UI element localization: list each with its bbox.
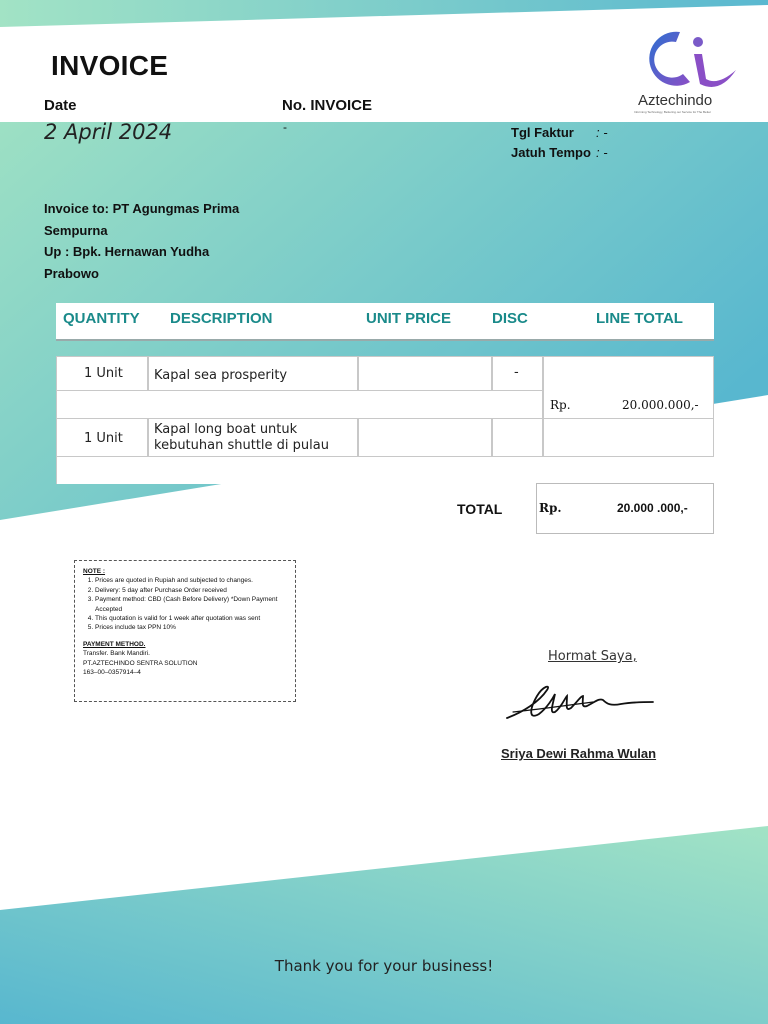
total-value: 20.000 .000,- [617,501,688,515]
table-cell-qty [56,356,148,391]
closing-greeting: Hormat Saya, [548,649,637,664]
table-cell-description [148,418,358,457]
table-cell-qty [56,418,148,457]
table-spacer-row [56,457,714,484]
column-header-disc: DISC [492,310,528,327]
recipient-line: Up : Bpk. Hernawan Yudha [44,244,210,259]
note-heading: NOTE : [83,568,106,575]
recipient-line: Sempurna [44,222,108,238]
table-cell-unit-price [358,356,492,391]
logo-tagline: Informing Technology, Bettering our Service for The Better [634,110,712,114]
invoice-number-label: No. INVOICE [282,97,373,114]
invoice-number-value: - [283,120,287,134]
row-quantity: 1 Unit [84,431,123,446]
recipient-line: Prabowo [44,265,99,281]
note-item: 4. This quotation is valid for 1 week after quotation was sent [95,614,287,623]
column-header-line-total: LINE TOTAL [596,310,683,327]
logo-name: Aztechindo [638,92,713,109]
table-cell-description [148,356,358,391]
row-description: kebutuhan shuttle di pulau [154,438,329,453]
payment-method-heading: PAYMENT METHOD. [83,640,146,648]
table-spacer-row [56,391,543,418]
row-description: Kapal long boat untuk [154,422,298,437]
invoice-recipient [44,198,284,284]
table-cell-line-total [543,418,714,457]
note-item: 5. Prices include tax PPN 10% [95,623,287,632]
total-label: TOTAL [457,501,503,517]
payment-line: 163–00–0357914–4 [83,669,141,677]
note-item: 3. Payment method: CBD (Cash Before Delivery) *Down Payment Accepted [95,595,287,614]
date-label: Date [44,97,77,114]
date-value: 2 April 2024 [44,120,173,144]
line-total-value: 20.000.000,- [622,398,699,412]
payment-line: Transfer. Bank Mandiri. [83,650,150,658]
note-item: 2. Delivery: 5 day after Purchase Order received [95,586,287,595]
row-disc: - [514,365,519,380]
row-quantity: 1 Unit [84,366,123,381]
recipient-line: Invoice to: PT Agungmas Prima [44,201,240,216]
note-box [74,560,296,702]
table-cell-disc [492,418,543,457]
column-header-unit-price: UNIT PRICE [366,310,452,327]
line-total-currency: Rp. [550,398,571,412]
row-description: Kapal sea prosperity [154,368,288,383]
table-header [56,303,714,341]
aztechindo-logo-icon [628,24,742,94]
signer-name: Sriya Dewi Rahma Wulan [501,746,657,761]
note-list [83,576,287,632]
note-item: 1. Prices are quoted in Rupiah and subjected to changes. [95,576,287,585]
table-cell-disc [492,356,543,391]
jatuh-tempo-value: : - [596,145,608,160]
invoice-title: INVOICE [51,50,169,81]
items-table [56,356,714,484]
signature-image [503,682,659,726]
total-box [536,483,714,534]
jatuh-tempo-label: Jatuh Tempo [511,145,591,160]
total-currency: Rp. [539,501,562,515]
footer-thanks: Thank you for your business! [274,957,494,975]
column-header-quantity: QUANTITY [63,310,140,327]
payment-line: PT.AZTECHINDO SENTRA SOLUTION [83,659,198,667]
column-header-description: DESCRIPTION [170,310,273,327]
tgl-faktur-value: : - [596,125,608,140]
tgl-faktur-label: Tgl Faktur [511,125,574,140]
company-logo [628,24,742,114]
table-cell-unit-price [358,418,492,457]
